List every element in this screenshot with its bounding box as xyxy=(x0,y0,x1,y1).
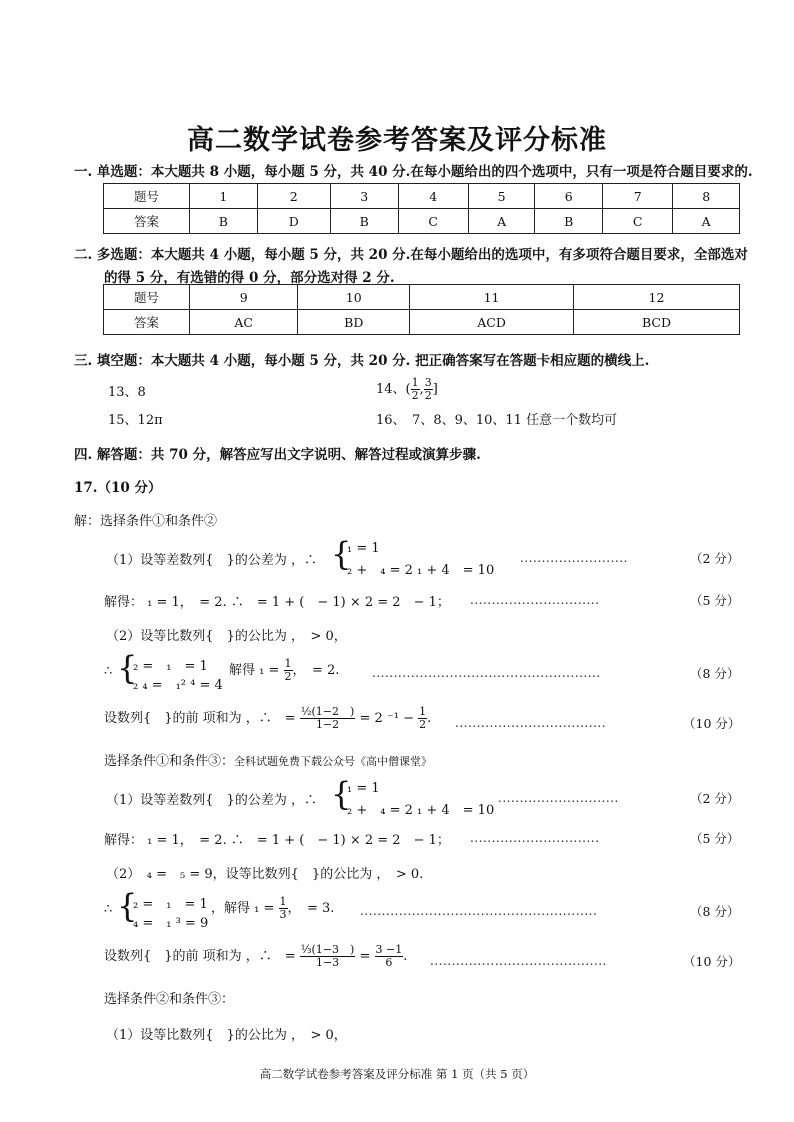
fraction xyxy=(300,944,355,969)
table-cell: BCD xyxy=(573,310,739,335)
score-label: （5 分） xyxy=(690,831,740,846)
equation-system-top: ₂ = ₁ = 1 xyxy=(133,659,208,674)
score-label: （2 分） xyxy=(690,791,740,806)
fraction xyxy=(375,944,404,969)
frac-num: ⅓(1−3 ) xyxy=(300,943,355,956)
equation-system-bottom: ₂ + ₄ = 2 ₁ + 4 = 10 xyxy=(347,563,495,578)
answer-14-prefix: 14、 xyxy=(376,382,406,397)
solution-step: （1）设等比数列{ }的公比为 ， > 0， xyxy=(106,1028,347,1043)
table-row xyxy=(104,285,740,310)
brace-icon: { xyxy=(117,887,138,925)
frac-den: 2 xyxy=(411,389,419,402)
score-label: （10 分） xyxy=(683,716,741,731)
answer-15: 15、12π xyxy=(108,413,163,428)
table-cell: 题号 xyxy=(104,184,190,209)
table-cell: 8 xyxy=(673,184,740,209)
equation-system-top: ₂ = ₁ = 1 xyxy=(133,897,208,912)
dot-leader: ..................................................... xyxy=(372,666,601,680)
question-17-label: 17.（10 分） xyxy=(74,480,162,496)
table-cell: C xyxy=(398,209,468,234)
table-cell: A xyxy=(468,209,535,234)
frac-den: 1−2 xyxy=(315,718,340,731)
table-row xyxy=(104,310,740,335)
table-cell: BD xyxy=(298,310,410,335)
table-cell: 6 xyxy=(535,184,603,209)
solution-step: （2） ₄ = ₅ = 9，设等比数列{ }的公比为 ， > 0. xyxy=(106,867,424,882)
table-cell: B xyxy=(535,209,603,234)
fraction xyxy=(418,706,427,731)
table-cell: 12 xyxy=(573,285,739,310)
section1-heading: 一. 单选题：本大题共 8 小题，每小题 5 分，共 40 分.在每小题给出的四个选项中，只有一项是符合题目要求的. xyxy=(74,164,753,180)
answer-13: 13、8 xyxy=(108,385,146,400)
solution-intro: 选择条件②和条件③： xyxy=(104,992,235,1007)
frac-den: 2 xyxy=(424,389,432,402)
score-label: （5 分） xyxy=(690,593,740,608)
dot-leader: ............................ xyxy=(498,791,619,805)
section2-heading-line1: 二. 多选题：本大题共 4 小题，每小题 5 分，共 20 分.在每小题给出的选项中，有多项符合题目要求，全部选对 xyxy=(74,247,748,263)
dot-leader: ......................... xyxy=(520,551,628,565)
score-label: （2 分） xyxy=(690,551,740,566)
solution-step: 解得： ₁ = 1， = 2. ∴ = 1 + ( − 1) × 2 = 2 − 1； xyxy=(104,595,450,610)
text-segment: ，解得 ₁ = xyxy=(211,901,275,916)
table-cell: 7 xyxy=(603,184,673,209)
text-segment: . xyxy=(403,949,408,964)
score-label: （8 分） xyxy=(690,666,740,681)
frac-num: 1 xyxy=(411,376,419,389)
table-cell: 1 xyxy=(190,184,258,209)
table-row xyxy=(104,209,740,234)
frac-den: 6 xyxy=(385,956,393,969)
solution-step: （2）设等比数列{ }的公比为 ， > 0， xyxy=(106,629,347,644)
table-cell: 答案 xyxy=(104,209,190,234)
section1-table xyxy=(103,183,740,234)
text-segment: = 2 ⁻¹ − xyxy=(359,711,414,726)
frac-num: 1 xyxy=(279,895,287,908)
score-label: （10 分） xyxy=(683,954,741,969)
answer-14-frac1 xyxy=(411,377,420,402)
text-segment: . xyxy=(427,711,432,726)
table-cell: 2 xyxy=(257,184,330,209)
text-segment: = xyxy=(359,949,371,964)
section4-heading: 四. 解答题：共 70 分，解答应写出文字说明、解答过程或演算步骤. xyxy=(74,447,481,463)
section3-heading: 三. 填空题：本大题共 4 小题，每小题 5 分，共 20 分. 把正确答案写在答题卡相应题的横线上. xyxy=(74,353,650,369)
frac-den: 3 xyxy=(279,908,287,921)
frac-num: 1 xyxy=(419,705,427,718)
equation-system-top: ₁ = 1 xyxy=(347,781,380,796)
frac-den: 2 xyxy=(284,670,292,683)
table-cell: 11 xyxy=(410,285,574,310)
equation-system-bottom: ₂ ₄ = ₁² ⁴ = 4 xyxy=(133,678,223,693)
table-cell: 5 xyxy=(468,184,535,209)
table-cell: 4 xyxy=(398,184,468,209)
solution-step xyxy=(104,944,407,969)
solution-step: 解得： ₁ = 1， = 2. ∴ = 1 + ( − 1) × 2 = 2 − 1； xyxy=(104,833,450,848)
equation-system-bottom: ₄ = ₁ ³ = 9 xyxy=(133,916,209,931)
solution-intro: 解：选择条件①和条件② xyxy=(74,514,218,529)
section2-table xyxy=(103,284,740,335)
text-segment: 解得 ₁ = xyxy=(229,663,280,678)
dot-leader: ................................... xyxy=(455,716,607,730)
table-cell: 3 xyxy=(330,184,398,209)
frac-num: 3 −1 xyxy=(375,943,403,956)
frac-den: 2 xyxy=(419,718,427,731)
table-cell: A xyxy=(673,209,740,234)
table-cell: 题号 xyxy=(104,285,190,310)
table-cell: AC xyxy=(190,310,298,335)
table-cell: ACD xyxy=(410,310,574,335)
page-footer: 高二数学试卷参考答案及评分标准 第 1 页（共 5 页） xyxy=(259,1067,535,1081)
solution-step xyxy=(229,658,339,683)
dot-leader: .............................. xyxy=(470,831,600,845)
table-cell: 9 xyxy=(190,285,298,310)
table-cell: C xyxy=(603,209,673,234)
frac-num: 1 xyxy=(284,657,292,670)
watermark-text: 全科试题免费下载公众号《高中僧课堂》 xyxy=(234,755,433,768)
frac-den: 1−3 xyxy=(315,956,340,969)
answer-14-frac2 xyxy=(424,377,433,402)
solution-step xyxy=(104,706,431,731)
fraction xyxy=(284,658,293,683)
text-segment: ， = 3. xyxy=(287,901,335,916)
dot-leader: .............................. xyxy=(470,593,600,607)
table-cell: B xyxy=(190,209,258,234)
fraction xyxy=(279,896,288,921)
answer-14: 14、( $\frac{1}{2}$ , $\frac{3}{2}$ ] xyxy=(376,376,438,402)
section2-heading-line2: 的得 5 分，有选错的得 0 分，部分选对得 2 分. xyxy=(104,270,395,286)
table-cell: D xyxy=(257,209,330,234)
solution-intro xyxy=(104,750,432,769)
text-segment: 设数列{ }的前 项和为 ，∴ = xyxy=(104,949,296,964)
equation-system-bottom: ₂ + ₄ = 2 ₁ + 4 = 10 xyxy=(347,803,495,818)
frac-num: 3 xyxy=(424,376,432,389)
table-cell: 答案 xyxy=(104,310,190,335)
table-row xyxy=(104,184,740,209)
table-cell: B xyxy=(330,209,398,234)
text-segment: 设数列{ }的前 项和为 ，∴ = xyxy=(104,711,296,726)
dot-leader: ......................................... xyxy=(430,954,607,968)
equation-system-top: ₁ = 1 xyxy=(347,541,380,556)
text-segment: 选择条件①和条件③： xyxy=(104,754,235,769)
dot-leader: ....................................................... xyxy=(360,904,598,918)
score-label: （8 分） xyxy=(690,904,740,919)
fraction xyxy=(300,706,355,731)
text-segment: ， = 2. xyxy=(292,663,340,678)
brace-icon: { xyxy=(117,649,138,687)
table-cell: 10 xyxy=(298,285,410,310)
frac-num: ½(1−2 ) xyxy=(300,705,355,718)
solution-step xyxy=(211,896,334,921)
therefore-symbol: ∴ xyxy=(104,902,113,917)
page-title: 高二数学试卷参考答案及评分标准 xyxy=(187,125,607,156)
solution-step: （1）设等差数列{ }的公差为 ，∴ xyxy=(106,553,317,568)
therefore-symbol: ∴ xyxy=(104,664,113,679)
answer-16: 16、 7、8、9、10、11 任意一个数均可 xyxy=(376,413,618,428)
solution-step: （1）设等差数列{ }的公差为 ，∴ xyxy=(106,793,317,808)
brace-icon: { xyxy=(331,775,352,813)
brace-icon: { xyxy=(331,535,352,573)
